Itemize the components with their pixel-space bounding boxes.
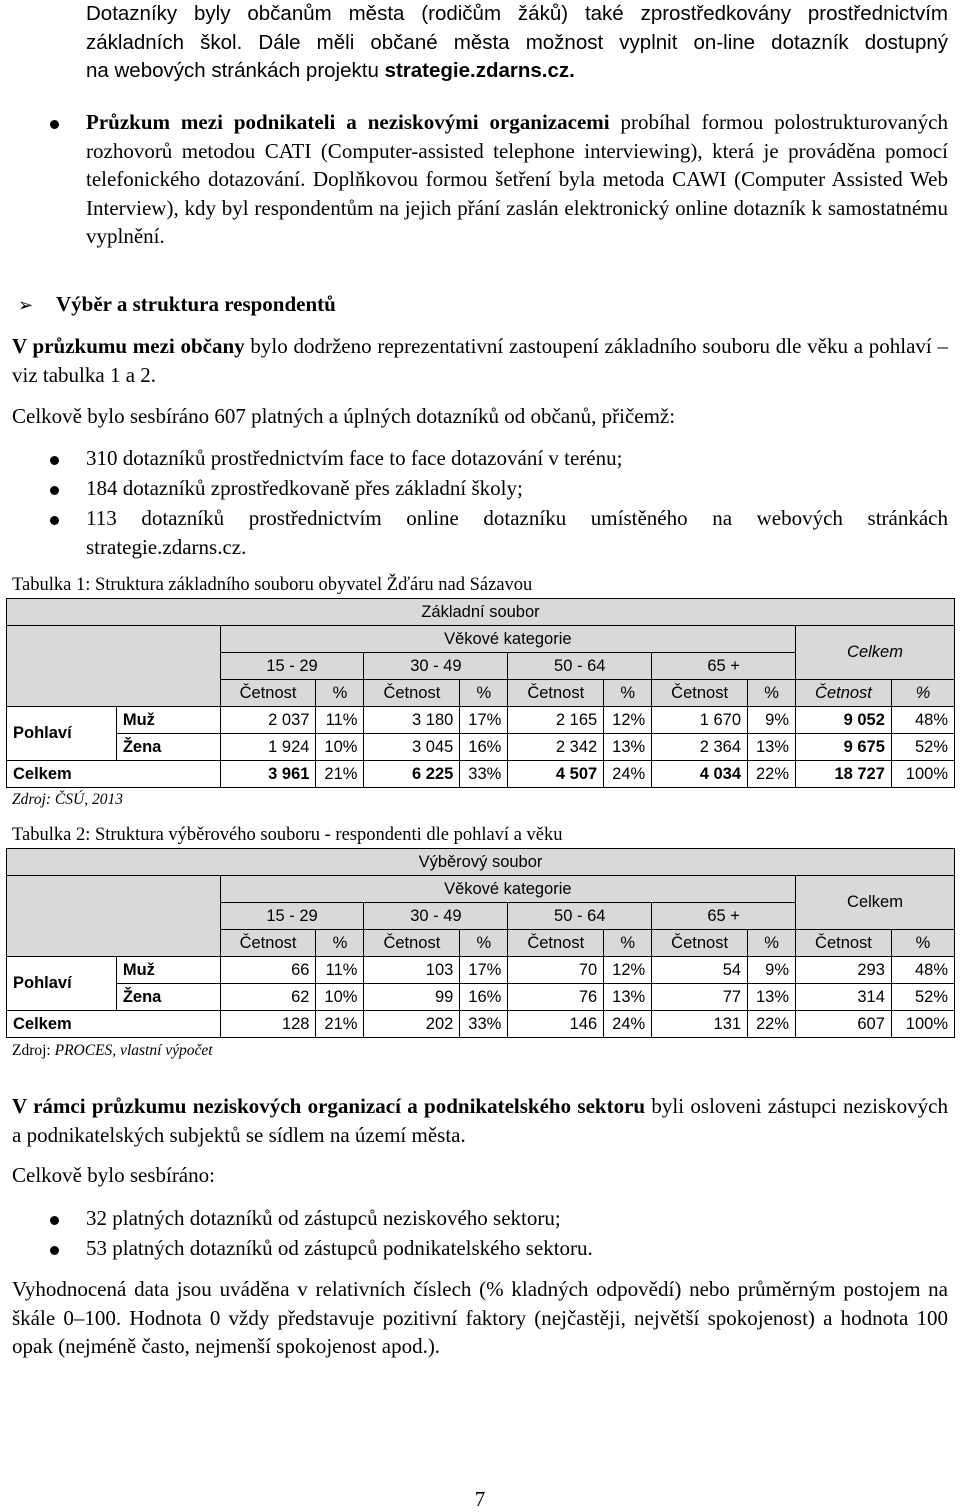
cell: 10%: [316, 984, 364, 1011]
pct-header: %: [604, 930, 652, 957]
cell: 103: [364, 957, 460, 984]
collection-item: 184 dotazníků zprostředkovaně přes základní školy;: [86, 476, 523, 500]
cell: 21%: [316, 761, 364, 788]
cell: 3 045: [364, 734, 460, 761]
cell: 22%: [748, 761, 796, 788]
row-label: Žena: [116, 984, 220, 1011]
count-header: Četnost: [220, 680, 316, 707]
pct-header: %: [316, 680, 364, 707]
arrow-bullet-icon: ➢: [18, 295, 34, 316]
table2-source-prefix: Zdroj:: [12, 1042, 55, 1059]
citizens-bold: V průzkumu mezi občany: [12, 334, 245, 358]
cell: 607: [796, 1011, 892, 1038]
count-header: Četnost: [796, 930, 892, 957]
cell: 3 180: [364, 707, 460, 734]
cell: 18 727: [796, 761, 892, 788]
age-group-header: 30 - 49: [364, 653, 508, 680]
cell: 17%: [460, 957, 508, 984]
table-row: [7, 707, 955, 734]
cell: 4 507: [508, 761, 604, 788]
cell: 131: [652, 1011, 748, 1038]
pct-header: %: [316, 930, 364, 957]
cell: 12%: [604, 707, 652, 734]
age-group-header: 65 +: [652, 653, 796, 680]
cell: 62: [220, 984, 316, 1011]
cell: 24%: [604, 761, 652, 788]
survey-method-paragraph: [86, 108, 948, 251]
intro-paragraph: [86, 0, 948, 86]
evaluation-paragraph: Vyhodnocená data jsou uváděna v relativních číslech (% kladných odpovědí) nebo průměrným postojem na škále 0–100. Hodnota 0 vždy představuje pozitivní faktory (nejčastěji, největší spokojenost) a hodnota 100 opak (nejméně často, nejmenší spokojenost apod.).: [12, 1277, 948, 1358]
row-label: Muž: [116, 707, 220, 734]
bullet-dot: [50, 486, 59, 495]
cell: 70: [508, 957, 604, 984]
total-row-label: Celkem: [7, 1011, 221, 1038]
ngo-paragraph: [12, 1092, 948, 1149]
table2-corner: [7, 876, 221, 957]
bullet-dot: [50, 1216, 59, 1225]
cell: 202: [364, 1011, 460, 1038]
project-website-link[interactable]: strategie.zdarns.cz.: [384, 59, 575, 82]
cell: 100%: [891, 761, 954, 788]
count-header: Četnost: [220, 930, 316, 957]
pct-header: %: [891, 930, 954, 957]
table1-caption: Tabulka 1: Struktura základního souboru obyvatel Žďáru nad Sázavou: [12, 575, 533, 595]
table1-header: Základní soubor: [7, 599, 955, 626]
citizens-paragraph: [12, 332, 948, 389]
age-group-header: 50 - 64: [508, 653, 652, 680]
age-group-header: 65 +: [652, 903, 796, 930]
total-collected-text: Celkově bylo sesbíráno 607 platných a úplných dotazníků od občanů, přičemž:: [12, 404, 676, 428]
total-header: Celkem: [796, 626, 955, 680]
age-group-header: 50 - 64: [508, 903, 652, 930]
cell: 13%: [604, 734, 652, 761]
cell: 17%: [460, 707, 508, 734]
cell: 22%: [748, 1011, 796, 1038]
row-label: Muž: [116, 957, 220, 984]
cell: 1 670: [652, 707, 748, 734]
intro-line-2: základních škol. Dále měli občané města možnost vyplnit on-line dotazník dostupný: [86, 30, 948, 54]
cell: 293: [796, 957, 892, 984]
pct-header: %: [604, 680, 652, 707]
section-heading: Výběr a struktura respondentů: [56, 292, 336, 316]
intro-line-3: [86, 57, 948, 86]
row-group-label: Pohlaví: [7, 707, 117, 761]
cell: 100%: [891, 1011, 954, 1038]
cell: 2 165: [508, 707, 604, 734]
intro-line-3-text: na webových stránkách projektu: [86, 59, 385, 82]
table1: [6, 598, 955, 788]
table1-source: Zdroj: ČSÚ, 2013: [12, 791, 123, 808]
cell: 9%: [748, 957, 796, 984]
table2-source-name: PROCES, vlastní výpočet: [54, 1042, 213, 1059]
cell: 12%: [604, 957, 652, 984]
cell: 4 034: [652, 761, 748, 788]
row-group-label: Pohlaví: [7, 957, 117, 1011]
pct-header: %: [748, 680, 796, 707]
survey-method-text: probíhal formou polostrukturovaných rozhovorů metodou CATI (Computer-assisted telephone interviewing), která je prováděna pomocí telefonického dotazování. Doplňkovou formou šetření byla metoda CAWI (Computer Assisted Web Interview), kdy byl respondentům na jejich přání zaslán elektronický online dotazník k samostatnému vyplnění.: [86, 110, 948, 248]
cell: 76: [508, 984, 604, 1011]
cell: 52%: [891, 734, 954, 761]
bullet-dot: [50, 456, 59, 465]
table1-corner: [7, 626, 221, 707]
age-group-header: 15 - 29: [220, 653, 364, 680]
cell: 21%: [316, 1011, 364, 1038]
count-header: Četnost: [508, 930, 604, 957]
cell: 48%: [891, 957, 954, 984]
ngo-bold: V rámci průzkumu neziskových organizací a podnikatelského sektoru: [12, 1094, 646, 1118]
count-header: Četnost: [652, 930, 748, 957]
total-header: Celkem: [796, 876, 955, 930]
table-row: [7, 761, 955, 788]
age-group-header: 15 - 29: [220, 903, 364, 930]
age-group-header: 30 - 49: [364, 903, 508, 930]
count-header: Četnost: [364, 680, 460, 707]
bullet-dot: [50, 1246, 59, 1255]
table2-caption: Tabulka 2: Struktura výběrového souboru - respondenti dle pohlaví a věku: [12, 825, 563, 845]
cell: 48%: [891, 707, 954, 734]
collection-item: 310 dotazníků prostřednictvím face to face dotazování v terénu;: [86, 446, 623, 470]
cell: 13%: [748, 734, 796, 761]
cell: 77: [652, 984, 748, 1011]
cell: 9%: [748, 707, 796, 734]
cell: 24%: [604, 1011, 652, 1038]
count-header: Četnost: [364, 930, 460, 957]
survey-method-bold: Průzkum mezi podnikateli a neziskovými organizacemi: [86, 110, 610, 134]
age-categories-header: Věkové kategorie: [220, 876, 795, 903]
table-row: [7, 1011, 955, 1038]
ngo-item: 32 platných dotazníků od zástupců neziskového sektoru;: [86, 1206, 561, 1230]
cell: 13%: [604, 984, 652, 1011]
count-header: Četnost: [796, 680, 892, 707]
cell: 6 225: [364, 761, 460, 788]
total-collected2-text: Celkově bylo sesbíráno:: [12, 1163, 215, 1187]
pct-header: %: [748, 930, 796, 957]
cell: 54: [652, 957, 748, 984]
cell: 1 924: [220, 734, 316, 761]
page-number: 7: [474, 1487, 486, 1511]
citizens-text: bylo dodrženo reprezentativní zastoupení základního souboru dle věku a pohlaví – viz tabulka 1 a 2.: [12, 334, 948, 387]
pct-header: %: [460, 680, 508, 707]
bullet-dot: [50, 516, 59, 525]
cell: 16%: [460, 734, 508, 761]
table-row: [7, 957, 955, 984]
count-header: Četnost: [652, 680, 748, 707]
cell: 33%: [460, 761, 508, 788]
table-row: [7, 734, 955, 761]
cell: 16%: [460, 984, 508, 1011]
cell: 33%: [460, 1011, 508, 1038]
total-row-label: Celkem: [7, 761, 221, 788]
cell: 9 052: [796, 707, 892, 734]
count-header: Četnost: [508, 680, 604, 707]
pct-header: %: [891, 680, 954, 707]
row-label: Žena: [116, 734, 220, 761]
cell: 13%: [748, 984, 796, 1011]
cell: 3 961: [220, 761, 316, 788]
bullet-dot: [50, 120, 59, 129]
pct-header: %: [460, 930, 508, 957]
cell: 2 342: [508, 734, 604, 761]
ngo-item: 53 platných dotazníků od zástupců podnikatelského sektoru.: [86, 1236, 593, 1260]
intro-line-1: Dotazníky byly občanům města (rodičům žáků) také zprostředkovány prostřednictvím: [86, 2, 948, 25]
cell: 11%: [316, 707, 364, 734]
cell: 2 364: [652, 734, 748, 761]
cell: 9 675: [796, 734, 892, 761]
cell: 10%: [316, 734, 364, 761]
collection-item: 113 dotazníků prostřednictvím online dotazníku umístěného na webových stránkách strategie.zdarns.cz.: [86, 506, 948, 559]
table-row: [7, 984, 955, 1011]
cell: 99: [364, 984, 460, 1011]
table2-header: Výběrový soubor: [7, 849, 955, 876]
ngo-text: byli osloveni zástupci neziskových a podnikatelských subjektů se sídlem na území města.: [12, 1094, 948, 1147]
cell: 2 037: [220, 707, 316, 734]
table2-source: [12, 1042, 213, 1060]
cell: 146: [508, 1011, 604, 1038]
cell: 52%: [891, 984, 954, 1011]
age-categories-header: Věkové kategorie: [220, 626, 795, 653]
cell: 128: [220, 1011, 316, 1038]
cell: 314: [796, 984, 892, 1011]
cell: 11%: [316, 957, 364, 984]
table2: [6, 848, 955, 1038]
cell: 66: [220, 957, 316, 984]
